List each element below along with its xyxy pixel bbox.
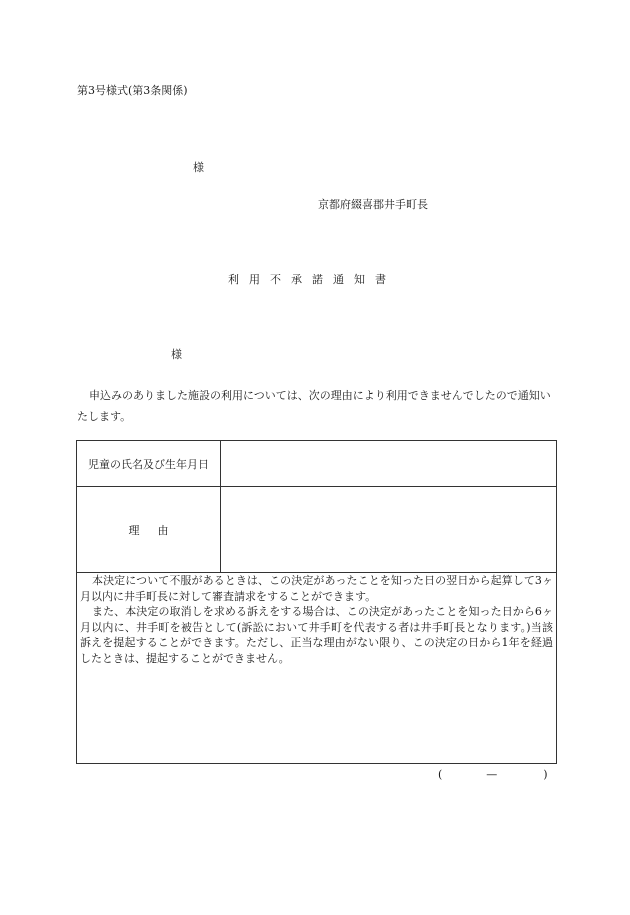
child-name-label: 児童の氏名及び生年月日 [77,441,221,486]
addressee-honorific-top: 様 [193,161,204,174]
document-title: 利用不承諾通知書 [228,273,396,286]
reason-label-cell [77,487,221,572]
footer-reference-number [438,768,548,782]
appeal-paragraph: また、本決定の取消しを求める訴えをする場合は、この決定があったことを知った日から6ヶ月以内に、井手町を被告として(訴訟において井手町を代表する者は井手町長となります。)当該訴えを提起することができます。ただし、正当な理由がない限り、この決定の日から1年を経過したときは、提起することができません。 [80,605,553,665]
notice-table [76,440,557,764]
footer-dash: — [486,768,498,781]
table-row-appeal-notice [77,573,556,763]
notice-body: 申込みのありました施設の利用については、次の理由により利用できませんでしたので通知いたします。 [77,389,551,423]
footer-close-paren: ) [543,768,548,781]
footer-open-paren: ( [438,768,443,781]
addressee-honorific: 様 [171,348,182,361]
form-number: 第3号様式(第3条関係) [77,84,188,97]
table-row-child-name [77,441,556,487]
child-name-value [221,441,556,486]
issuer-name: 京都府綴喜郡井手町長 [318,198,428,211]
reason-label: 理由 [128,523,187,537]
reason-value [221,487,556,572]
appeal-paragraph: 本決定について不服があるときは、この決定があったことを知った日の翌日から起算して3ヶ月以内に井手町長に対して審査請求をすることができます。 [80,574,553,603]
table-row-reason [77,487,556,573]
